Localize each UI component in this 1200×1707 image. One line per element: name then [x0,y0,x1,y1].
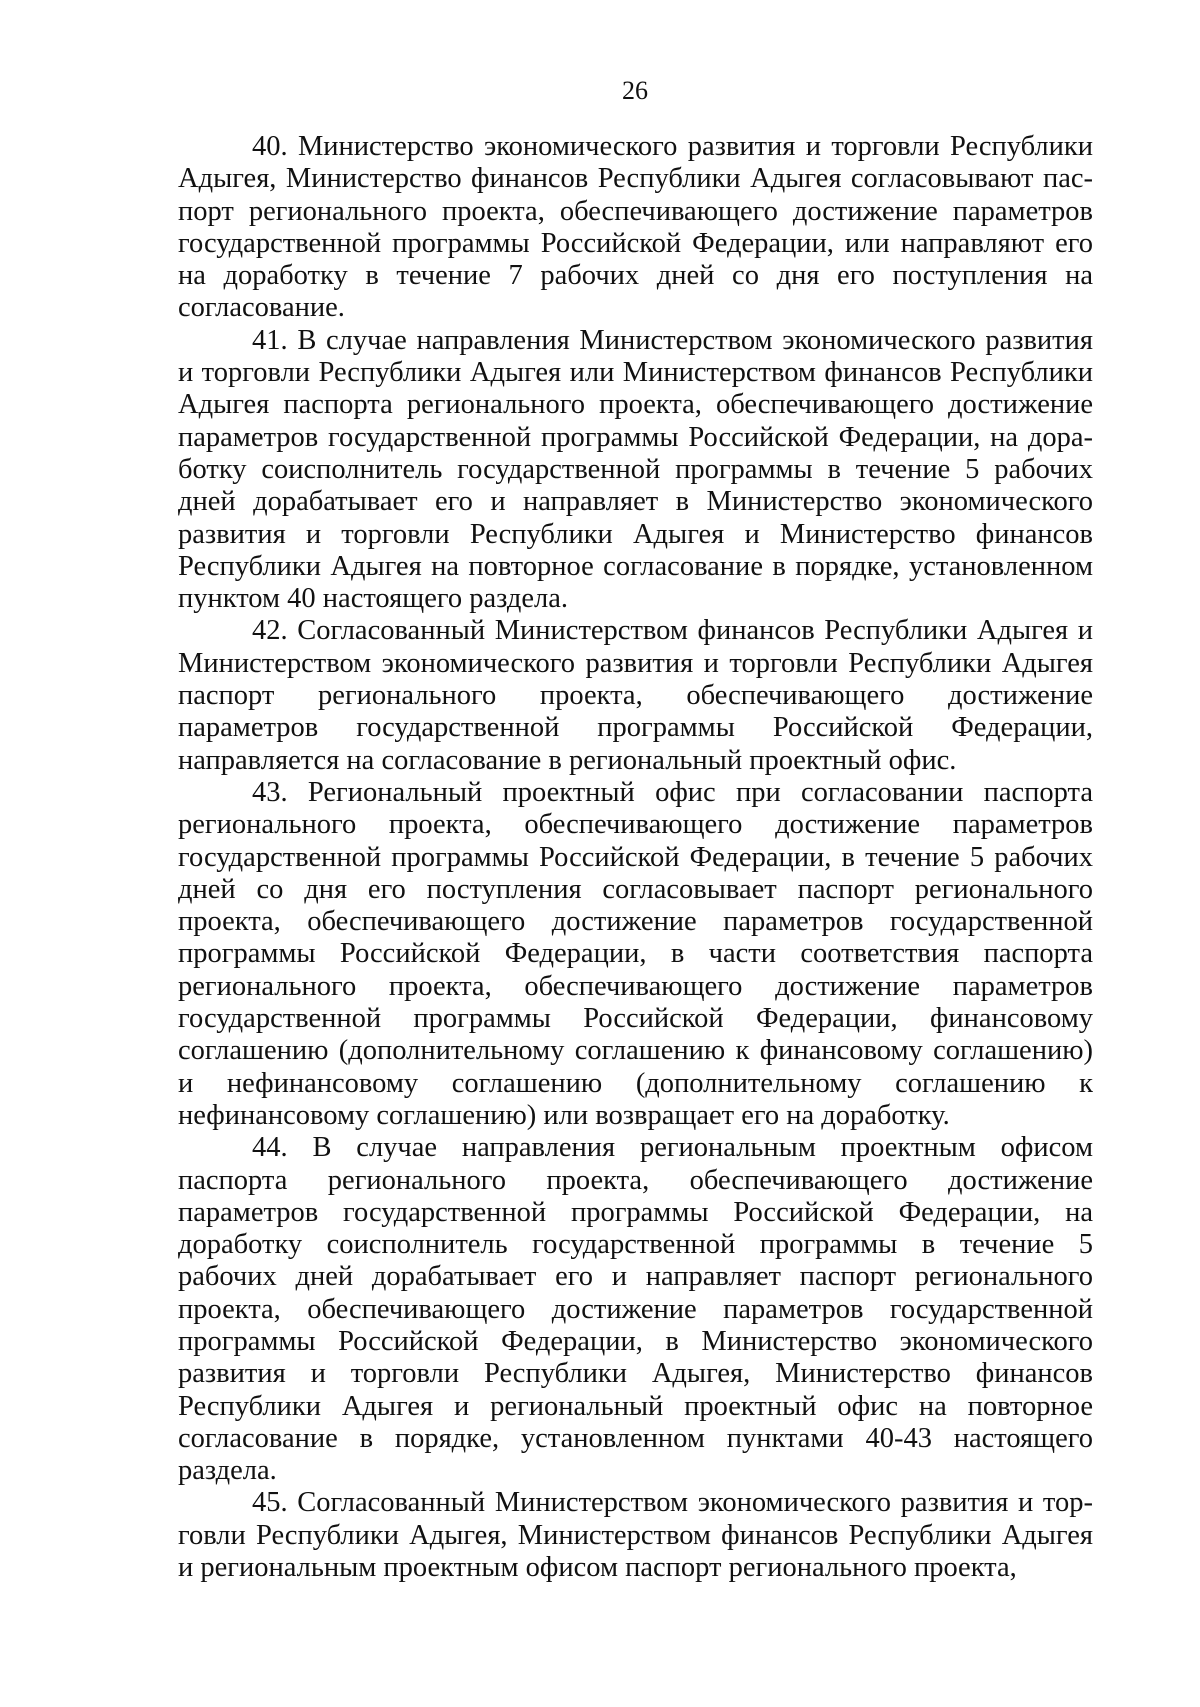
paragraph-text: Региональный проектный офис при согласовании паспорта регионального проекта, обеспечивающего достижение параметров государственной программы Российской Федерации, в течение 5 рабочих дней со дня его поступления согласовывает паспорт регионального проекта, обеспечивающего достижение параметров государственной программы Российской Федерации, в части соответствия паспорта регионального проекта, обеспечивающего достижение параметров государственной программы Российской Федерации, финансовому соглашению (дополнительному соглашению к финансовому соглашению) и нефинансовому соглашению (дополнительному соглашению к нефинансовому соглашению) или возвращает его на доработку. [178,776,1093,1131]
paragraph-text: Согласованный Министерством экономического развития и торговли Республики Адыгея, Министерством финансов Республики Адыгея и региональным проектным офисом паспорт регионального проекта, [178,1487,1093,1584]
paragraph-number: 40. [252,131,288,162]
paragraph-43 [178,777,1093,1132]
paragraph-number: 41. [252,324,288,356]
document-body [178,131,1093,1584]
paragraph-number: 43. [252,776,288,808]
paragraph-41 [178,325,1093,616]
paragraph-text: В случае направления Министерством экономического развития и торговли Республики Адыгея или Министерством финансов Республики Адыгея паспорта регионального проекта, обеспечивающего достижение параметров государственной программы Российской Федерации, на доработку соисполнитель государственной программы в течение 5 рабочих дней дорабатывает его и направляет в Министерство экономического развития и торговли Республики Адыгея и Министерство финансов Республики Адыгея на повторное согласование в порядке, установленном пунктом 40 настоящего раздела. [178,324,1093,615]
paragraph-44 [178,1132,1093,1487]
paragraph-text: В случае направления региональным проектным офисом паспорта регионального проекта, обеспечивающего достижение параметров государственной программы Российской Федерации, на доработку соисполнитель государственной программы в течение 5 рабочих дней дорабатывает его и направляет паспорт регионального проекта, обеспечивающего достижение параметров государственной программы Российской Федерации, в Министерство экономического развития и торговли Республики Адыгея, Министерство финансов Республики Адыгея и региональный проектный офис на повторное согласование в порядке, установленном пунктами 40-43 настоящего раздела. [178,1132,1093,1487]
paragraph-40 [178,131,1093,325]
page-number: 26 [622,76,648,105]
paragraph-text: Министерство экономического развития и торговли Республики Адыгея, Министерство финансов Республики Адыгея согласовывают паспорт регионального проекта, обеспечивающего достижение параметров государственной программы Российской Федерации, или направляют его на доработку в течение 7 рабочих дней со дня его поступления на согласование. [178,131,1093,324]
paragraph-text: Согласованный Министерством финансов Республики Адыгея и Министерством экономического развития и торговли Республики Адыгея паспорт регионального проекта, обеспечивающего достижение параметров государственной программы Российской Федерации, направляется на согласование в региональный проектный офис. [178,615,1093,776]
paragraph-number: 42. [252,615,288,647]
paragraph-45 [178,1487,1093,1584]
paragraph-number: 44. [252,1132,288,1164]
paragraph-42 [178,615,1093,776]
paragraph-number: 45. [252,1487,288,1519]
